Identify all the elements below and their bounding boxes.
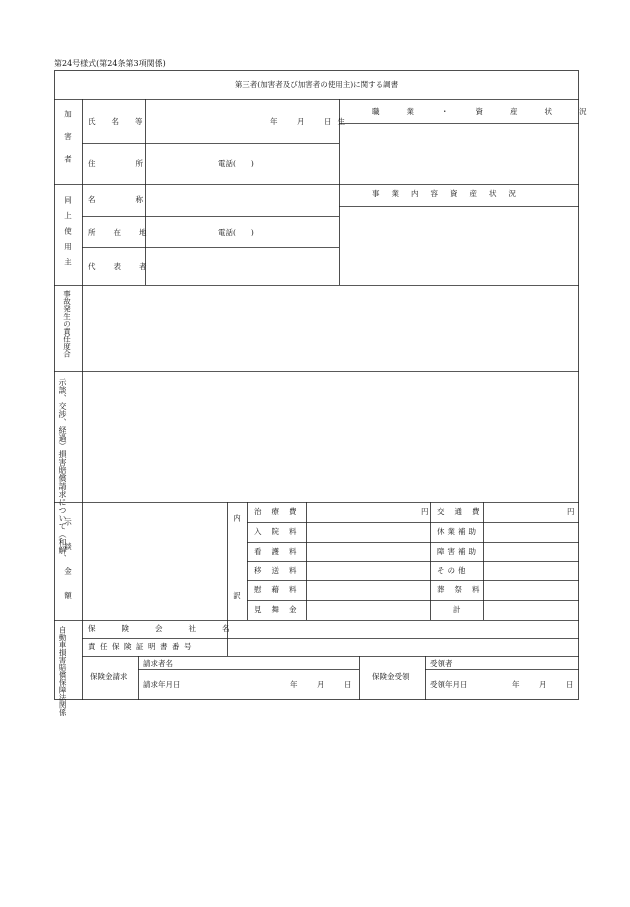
settlement-label: 示談金額 (63, 518, 73, 616)
location-label: 所在地 (88, 228, 165, 237)
settlement-item: 計 (453, 605, 461, 614)
claimant-label: 請求者名 (143, 659, 173, 668)
claim-label: 保険金請求 (90, 672, 128, 681)
receipt-date-label: 受領年月日 (430, 680, 468, 689)
settlement-item: 葬祭料 (437, 585, 490, 594)
employer-phone: 電話( ) (218, 228, 254, 237)
yen-unit: 円 (567, 507, 575, 516)
employer-section-label: 同上使用主 (63, 196, 73, 274)
yen-unit: 円 (421, 507, 429, 516)
settlement-item: 見舞金 (254, 605, 307, 614)
receipt-label: 保険金受領 (372, 672, 410, 681)
insurance-section-label: 自動車損害賠償保障法関係 (58, 626, 68, 716)
settlement-item: 休業補助 (437, 527, 479, 536)
receipt-date-value: 年 月 日 (512, 680, 580, 689)
name-label: 氏名等 (88, 117, 159, 126)
representative-label: 代表者 (88, 262, 165, 271)
birth-date: 年 月 日生 (270, 117, 351, 126)
claim-date-value: 年 月 日 (290, 680, 358, 689)
settlement-item: 看護料 (254, 547, 307, 556)
responsibility-label: 事故発生の責任度合 (62, 290, 72, 358)
company-label: 保険会社名 (88, 624, 256, 633)
employer-name-label: 名称 (88, 195, 183, 204)
claim-date-label: 請求年月日 (143, 680, 181, 689)
business-header: 事業内容資産状況 (372, 189, 528, 198)
breakdown-label: 内訳 (232, 514, 242, 669)
settlement-item: 移送料 (254, 566, 307, 575)
settlement-item: 交通費 (437, 507, 490, 516)
settlement-item: その他 (437, 566, 469, 575)
settlement-item: 治療費 (254, 507, 307, 516)
assailant-phone: 電話( ) (218, 159, 254, 168)
assailant-section-label: 加害者 (63, 110, 73, 178)
occupation-header: 職業・資産状況 (372, 107, 614, 116)
settlement-item: 入院料 (254, 527, 307, 536)
recipient-label: 受領者 (430, 659, 453, 668)
certificate-label: 責任保険証明書番号 (88, 642, 196, 651)
settlement-item: 慰藉料 (254, 585, 307, 594)
address-label: 住所 (88, 159, 183, 168)
form-title: 第三者(加害者及び加害者の使用主)に関する調書 (234, 80, 399, 89)
settlement-item: 障害補助 (437, 547, 479, 556)
negotiation-label: 示談、交渉、経過）損害賠償請求について（和解、 (58, 378, 67, 562)
form-id: 第24号様式(第24条第3項関係) (54, 59, 166, 68)
